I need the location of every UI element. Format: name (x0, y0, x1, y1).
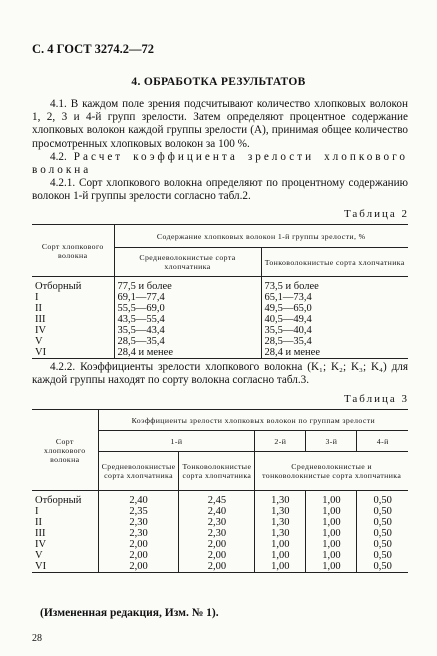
section-title: 4. ОБРАБОТКА РЕЗУЛЬТАТОВ (131, 76, 306, 88)
table3-cell-value: 1,00 (306, 528, 357, 539)
paragraph-4-2-heading: Расчет коэффициента зрелости хлопкового волокна (32, 151, 408, 177)
table3-cell-value: 1,00 (306, 506, 357, 517)
paragraph-4-2-number: 4.2. (50, 151, 67, 163)
table3-row (32, 517, 408, 528)
table3-cell-value: 2,45 (179, 491, 255, 507)
table3-cell-value: 2,00 (179, 561, 255, 573)
table2-cell-sort: III (35, 314, 46, 325)
table3-cell-sort: V (35, 550, 43, 561)
table2-cell-value: 49,5—65,0 (261, 303, 408, 314)
table3-header-g2: 2-й (255, 431, 306, 452)
table3-cell-value: 0,50 (357, 561, 408, 573)
table3-cell-value: 2,00 (98, 550, 179, 561)
table3-cell-value: 0,50 (357, 506, 408, 517)
table2-cell-value: 35,5—40,4 (261, 325, 408, 336)
table3-cell-value: 0,50 (357, 550, 408, 561)
table3-cell-value: 2,30 (98, 528, 179, 539)
table3-cell-value: 2,30 (179, 517, 255, 528)
table3-row (32, 528, 408, 539)
table3-row (32, 491, 408, 507)
table3-cell-value: 2,40 (98, 491, 179, 507)
table2-cell-value: 28,4 и менее (114, 347, 261, 359)
table3-cell-sort: IV (35, 539, 47, 550)
table2-cell-value: 77,5 и более (114, 277, 261, 293)
table3-cell-sort: VI (35, 561, 47, 572)
table2-cell-value: 55,5—69,0 (114, 303, 261, 314)
table3-header-g3: 3-й (306, 431, 357, 452)
edit-note: (Измененная редакция, Изм. № 1). (40, 607, 219, 619)
table2-row (32, 314, 408, 325)
table3-cell-value: 0,50 (357, 528, 408, 539)
table2-row (32, 347, 408, 359)
table3-cell-value: 1,30 (255, 528, 306, 539)
table3-cell-value: 1,00 (255, 561, 306, 573)
table2-cell-value: 43,5—55,4 (114, 314, 261, 325)
table3-cell-value: 1,00 (306, 491, 357, 507)
table3-header-g1: 1-й (98, 431, 255, 452)
table2-cell-value: 69,1—77,4 (114, 292, 261, 303)
table2-body (32, 277, 408, 359)
table3-cell-value: 2,00 (179, 550, 255, 561)
table3-cell-value: 2,00 (98, 561, 179, 573)
table2-cell-value: 73,5 и более (261, 277, 408, 293)
table3-cell-value: 1,30 (255, 506, 306, 517)
table3-header-group: Коэффициенты зрелости хлопковых волокон по группам зрелости (98, 410, 408, 431)
table3-header-both: Средневолокнистые и тонковолокнистые сорта хлопчатника (255, 452, 408, 491)
table3-cell-value: 2,30 (98, 517, 179, 528)
table3-row (32, 550, 408, 561)
table3-cell-value: 2,40 (179, 506, 255, 517)
table3-cell-sort: III (35, 528, 46, 539)
table3-row (32, 506, 408, 517)
table3-cell-value: 1,30 (255, 491, 306, 507)
table2-cell-value: 28,5—35,4 (261, 336, 408, 347)
table2-cell-value: 28,4 и менее (261, 347, 408, 359)
table3-caption: Таблица 3 (343, 393, 409, 405)
table2-cell-value: 40,5—49,4 (261, 314, 408, 325)
table2-row (32, 303, 408, 314)
table3-cell-sort: I (35, 506, 39, 517)
table2-header-sort: Сорт хлопкового волокна (32, 225, 114, 277)
table3-cell-value: 2,00 (98, 539, 179, 550)
table3-header-sort: Сорт хлопкового волокна (32, 410, 98, 491)
table2-row (32, 325, 408, 336)
table3-cell-sort: Отборный (35, 495, 82, 506)
table2-cell-sort: Отборный (35, 281, 82, 292)
table3-cell-value: 1,30 (255, 517, 306, 528)
paragraph-4-1: 4.1. В каждом поле зрения подсчитывают количество хлопковых волокон 1, 2, 3 и 4-й групп зрелости. Затем определяют процентное содержание хлопковых волокон каждой группы зрелости (А), принимая общее количество просмотренных хлопковых волокон за 100 %. (32, 98, 408, 150)
table3-header-g4: 4-й (357, 431, 408, 452)
table-3 (32, 409, 408, 573)
table2-cell-value: 65,1—73,4 (261, 292, 408, 303)
table2-cell-sort: IV (35, 325, 47, 336)
table2-cell-sort: V (35, 336, 43, 347)
table3-cell-value: 2,00 (179, 539, 255, 550)
table3-cell-value: 1,00 (306, 561, 357, 573)
table3-cell-value: 1,00 (306, 550, 357, 561)
table3-cell-value: 2,30 (179, 528, 255, 539)
table2-header-group: Содержание хлопковых волокон 1-й группы зрелости, % (114, 225, 408, 248)
table-2 (32, 224, 408, 359)
table3-row (32, 561, 408, 573)
table3-cell-sort: II (35, 517, 42, 528)
table2-cell-value: 28,5—35,4 (114, 336, 261, 347)
table3-row (32, 539, 408, 550)
table3-cell-value: 1,00 (306, 539, 357, 550)
table2-row (32, 292, 408, 303)
paragraph-4-2-1: 4.2.1. Сорт хлопкового волокна определяют по процентному содержанию волокон 1-й группы зрелости согласно табл.2. (32, 177, 408, 203)
table3-cell-value: 2,35 (98, 506, 179, 517)
table2-row (32, 336, 408, 347)
paragraph-4-2 (32, 151, 408, 177)
page-number: 28 (32, 633, 42, 644)
table2-cell-sort: I (35, 292, 39, 303)
table3-header-fine: Тонковолокнистые сорта хлопчатника (179, 452, 255, 491)
table2-caption: Таблица 2 (343, 208, 409, 220)
table2-header-fine: Тонковолокнистые сорта хлопчатника (261, 248, 408, 277)
table2-cell-sort: VI (35, 347, 47, 358)
table2-row (32, 277, 408, 293)
table2-header-medium: Средневолокнистые сорта хлопчатника (114, 248, 261, 277)
paragraph-4-2-2: 4.2.2. Коэффициенты зрелости хлопкового волокна (K₁; K₂; K₃; K₄) для каждой группы находят по сорту волокна согласно табл.3. (32, 361, 408, 387)
table2-cell-sort: II (35, 303, 42, 314)
table2-cell-value: 35,5—43,4 (114, 325, 261, 336)
table3-header-medium: Средневолокнистые сорта хлопчатника (98, 452, 179, 491)
table3-cell-value: 1,00 (255, 539, 306, 550)
table3-cell-value: 1,00 (306, 517, 357, 528)
page-header: С. 4 ГОСТ 3274.2—72 (32, 42, 155, 56)
table3-cell-value: 0,50 (357, 517, 408, 528)
table3-cell-value: 0,50 (357, 539, 408, 550)
table3-body (32, 491, 408, 573)
table3-cell-value: 0,50 (357, 491, 408, 507)
table3-cell-value: 1,00 (255, 550, 306, 561)
